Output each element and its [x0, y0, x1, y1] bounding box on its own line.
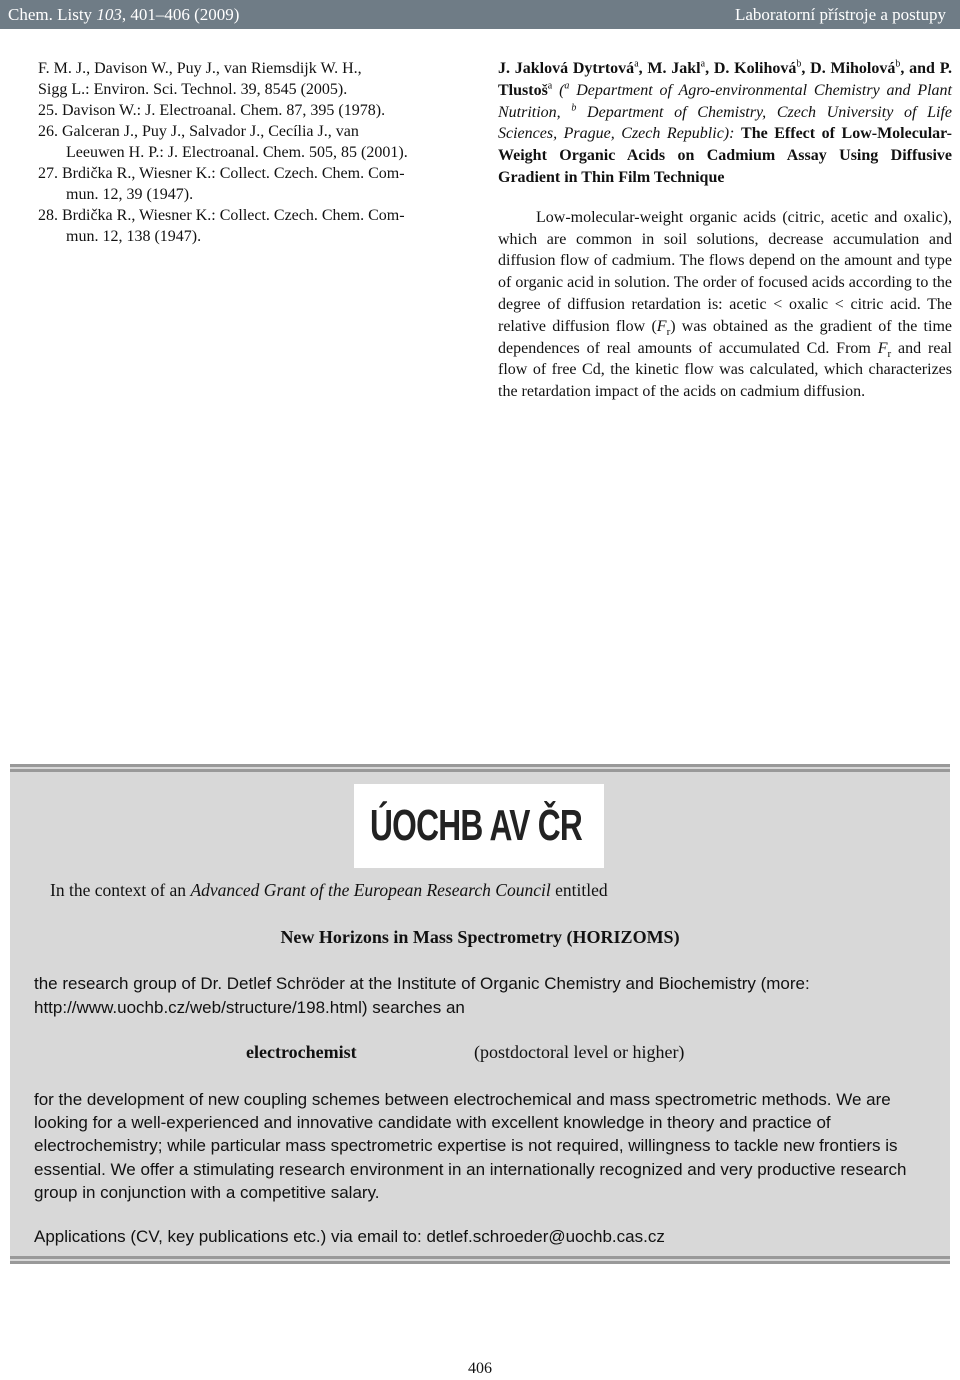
institute-logo	[354, 784, 604, 868]
abstract-header: J. Jaklová Dytrtová$^a$, M. Jakl$^a$, D. Kolihová$^b$, D. Miholová$^b$, and P. Tlustoš$^a$ ($^a$ Department of Agro-environmental Chemistry and Plant Nutrition, $^b$ Department of Chemistry, Czech University of Life Sciences, Prague, Czech Republic): The Effect of Low-Molecular-Weight Organic Acids on Cadmium Assay Using Diffusive Gradient in Thin Film Technique	[498, 58, 953, 186]
reference-item: 26. Galceran J., Puy J., Salvador J., Cecília J., van Leeuwen H. P.: J. Electroanal. Chem. 505, 85 (2001).	[38, 123, 408, 161]
ad-level: (postdoctoral level or higher)	[474, 1042, 685, 1062]
ad-position: electrochemist	[246, 1042, 357, 1062]
reference-number: 27.	[38, 165, 58, 182]
reference-item: F. M. J., Davison W., Puy J., van Riemsdijk W. H., Sigg L.: Environ. Sci. Technol. 39, 8545 (2005).	[38, 60, 362, 98]
affiliation: Department of Chemistry, Czech University of Life Sciences, Prague, Czech Republic):	[498, 103, 952, 143]
ad-intro: In the context of an Advanced Grant of the European Research Council entitled	[50, 880, 608, 900]
page-number: 406	[468, 1360, 492, 1377]
journal-citation: Chem. Listy 103, 401–406 (2009)	[8, 4, 240, 24]
reference-item: 28. Brdička R., Wiesner K.: Collect. Czech. Chem. Com- mun. 12, 138 (1947).	[38, 207, 405, 245]
abstract-section	[498, 58, 952, 403]
reference-list	[38, 58, 458, 247]
reference-item: 27. Brdička R., Wiesner K.: Collect. Czech. Chem. Com- mun. 12, 39 (1947).	[38, 165, 405, 203]
page-header	[0, 0, 960, 29]
logo-wordmark: ÚOCHB AV ČR	[370, 801, 583, 850]
reference-number: 26.	[38, 123, 58, 140]
job-advertisement	[10, 764, 950, 1264]
abstract-body: Low-molecular-weight organic acids (citric, acetic and oxalic), which are common in soil solutions, decrease accumulation and diffusion flow of cadmium. The flows depend on the amount and type of organic acid in solution. The order of focused acids according to the degree of diffusion retardation is: acetic < oxalic < citric acid. The relative diffusion flow $(F_r)$ was obtained as the gradient of the time dependences of real amounts of accumulated Cd. From $F_r$ and real flow of free Cd, the kinetic flow was calculated, which characterizes the retardation impact of the acids on cadmium diffusion.	[498, 208, 953, 401]
ad-headline: New Horizons in Mass Spectrometry (HORIZOMS)	[280, 927, 680, 947]
ad-description: for the development of new coupling schemes between electrochemical and mass spectrometric methods. We are looking for a well-experienced and innovative candidate with excellent knowledge in theory and practice of electrochemistry; while particular mass spectrometric expertise is not required, willingness to tackle new frontiers is essential. We offer a stimulating research environment in an internationally recognized and very productive research group in conjunction with a competitive salary.	[34, 1090, 907, 1202]
abstract-title: The Effect of Low-Molecular-Weight Organic Acids on Cadmium Assay Using Diffusive Gradient in Thin Film Technique	[498, 125, 953, 186]
reference-number: 25.	[38, 102, 58, 119]
reference-item: 25. Davison W.: J. Electroanal. Chem. 87, 395 (1978).	[38, 102, 386, 119]
reference-number: 28.	[38, 207, 58, 224]
ad-group-text: the research group of Dr. Detlef Schröder at the Institute of Organic Chemistry and Biochemistry (more: http://www.uochb.cz/web/structure/198.html) searches an	[34, 974, 810, 1017]
section-title: Laboratorní přístroje a postupy	[734, 4, 946, 24]
affiliation: Department of Agro-environmental Chemistry and Plant Nutrition,	[498, 81, 953, 121]
ad-apply: Applications (CV, key publications etc.) via email to: detlef.schroeder@uochb.cas.cz	[34, 1227, 665, 1246]
